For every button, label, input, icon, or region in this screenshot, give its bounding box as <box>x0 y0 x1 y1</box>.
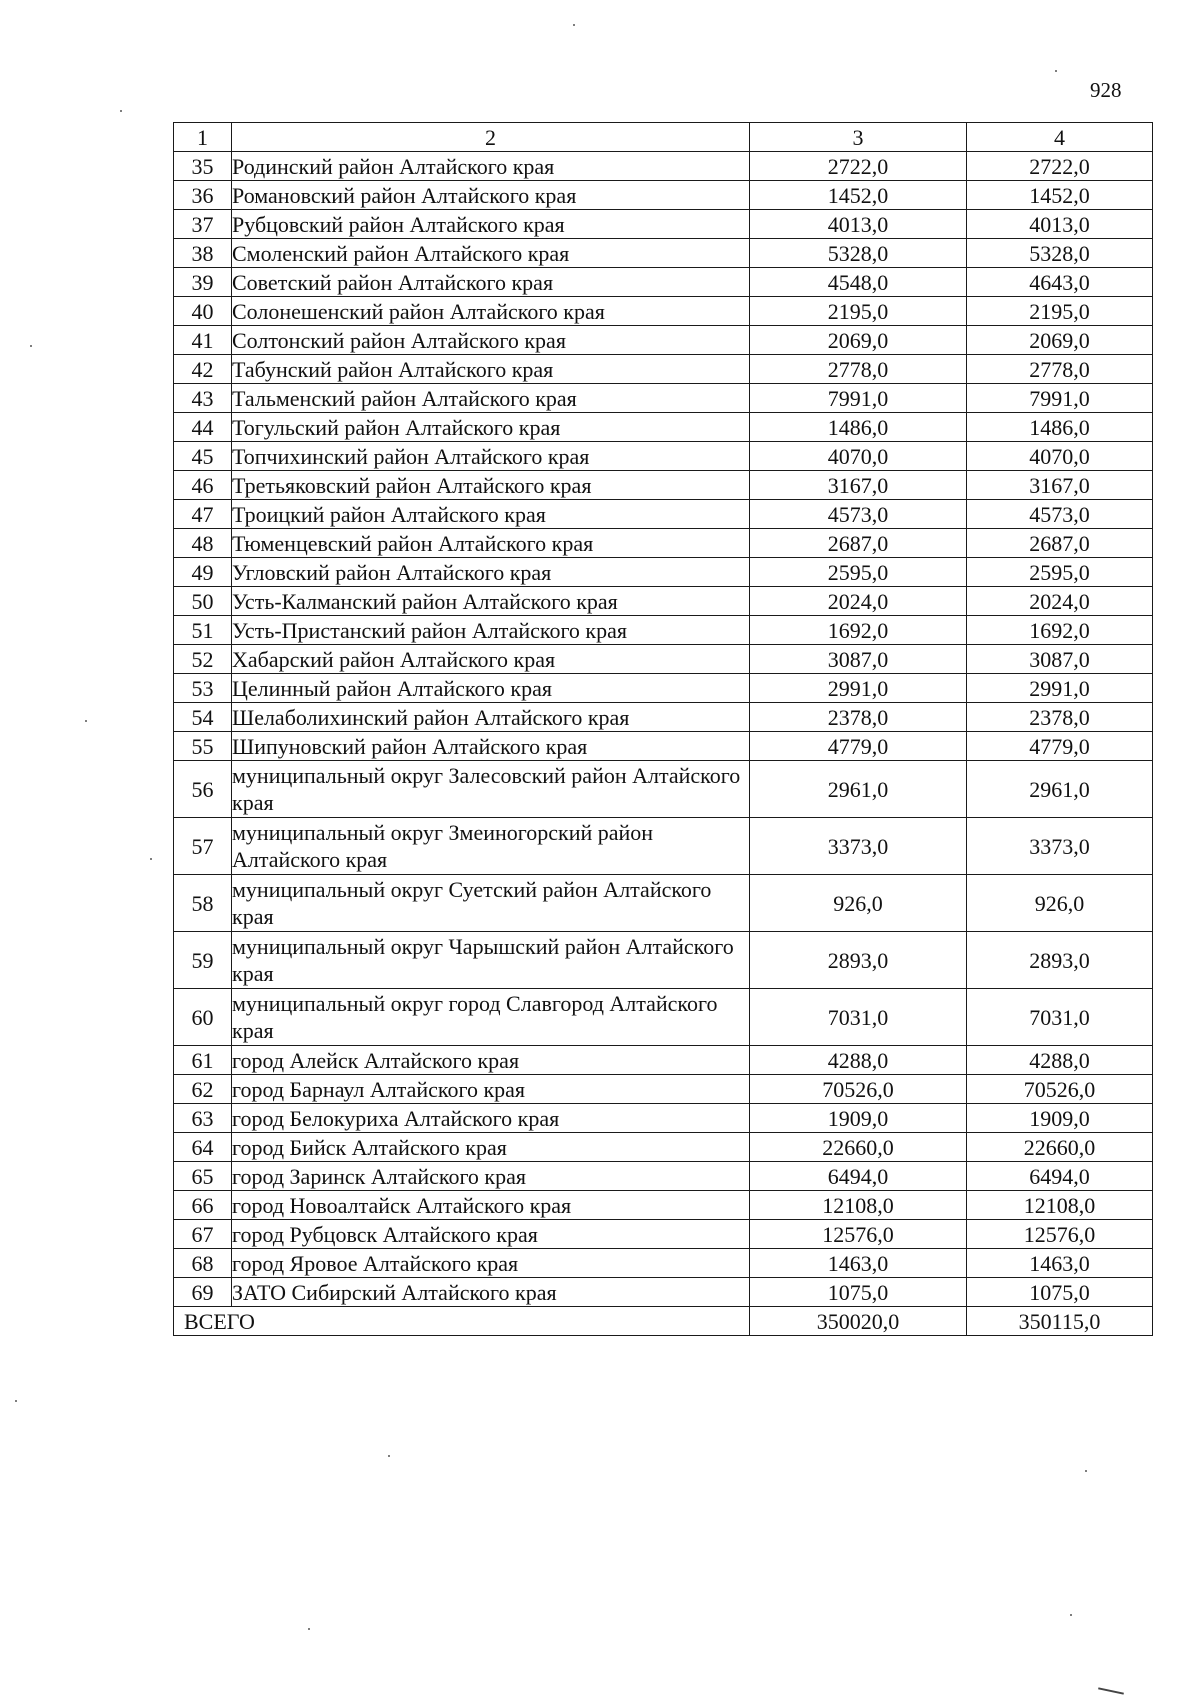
table-row <box>174 500 1153 529</box>
row-value-col4: 2893,0 <box>967 932 1153 989</box>
row-number: 46 <box>174 471 232 500</box>
row-name: Тальменский район Алтайского края <box>232 384 750 413</box>
row-value-col4: 3167,0 <box>967 471 1153 500</box>
row-value-col4: 1692,0 <box>967 616 1153 645</box>
table-row <box>174 1162 1153 1191</box>
row-value-col3: 4573,0 <box>750 500 967 529</box>
total-value-col4: 350115,0 <box>967 1307 1153 1336</box>
scan-speck <box>308 1628 310 1630</box>
row-number: 51 <box>174 616 232 645</box>
total-label: ВСЕГО <box>174 1307 750 1336</box>
row-name: муниципальный округ город Славгород Алтайского края <box>232 989 750 1046</box>
row-value-col4: 2378,0 <box>967 703 1153 732</box>
table-row <box>174 558 1153 587</box>
row-number: 35 <box>174 152 232 181</box>
row-value-col4: 3373,0 <box>967 818 1153 875</box>
row-value-col4: 22660,0 <box>967 1133 1153 1162</box>
row-value-col4: 6494,0 <box>967 1162 1153 1191</box>
table-row <box>174 1075 1153 1104</box>
row-name: город Алейск Алтайского края <box>232 1046 750 1075</box>
row-name: Усть-Пристанский район Алтайского края <box>232 616 750 645</box>
row-name: город Белокуриха Алтайского края <box>232 1104 750 1133</box>
row-number: 36 <box>174 181 232 210</box>
row-value-col3: 12576,0 <box>750 1220 967 1249</box>
table-row <box>174 297 1153 326</box>
table-row <box>174 471 1153 500</box>
row-value-col4: 4070,0 <box>967 442 1153 471</box>
row-value-col4: 70526,0 <box>967 1075 1153 1104</box>
row-value-col3: 1463,0 <box>750 1249 967 1278</box>
table-row <box>174 326 1153 355</box>
column-header-4: 4 <box>967 123 1153 152</box>
row-value-col4: 2991,0 <box>967 674 1153 703</box>
row-name: муниципальный округ Суетский район Алтайского края <box>232 875 750 932</box>
row-name: Хабарский район Алтайского края <box>232 645 750 674</box>
scan-speck <box>1055 70 1057 72</box>
row-value-col4: 1075,0 <box>967 1278 1153 1307</box>
scan-speck <box>85 720 87 722</box>
row-name: город Барнаул Алтайского края <box>232 1075 750 1104</box>
row-value-col3: 2961,0 <box>750 761 967 818</box>
row-value-col3: 2991,0 <box>750 674 967 703</box>
row-value-col4: 7031,0 <box>967 989 1153 1046</box>
row-value-col3: 7991,0 <box>750 384 967 413</box>
row-number: 69 <box>174 1278 232 1307</box>
row-name: город Бийск Алтайского края <box>232 1133 750 1162</box>
row-value-col3: 5328,0 <box>750 239 967 268</box>
table-row <box>174 413 1153 442</box>
table-row <box>174 529 1153 558</box>
row-value-col3: 3087,0 <box>750 645 967 674</box>
row-number: 62 <box>174 1075 232 1104</box>
row-number: 42 <box>174 355 232 384</box>
row-value-col4: 2595,0 <box>967 558 1153 587</box>
table-row <box>174 384 1153 413</box>
scan-speck <box>120 110 122 112</box>
row-value-col4: 4288,0 <box>967 1046 1153 1075</box>
table-row <box>174 616 1153 645</box>
row-value-col3: 4548,0 <box>750 268 967 297</box>
row-value-col4: 2024,0 <box>967 587 1153 616</box>
row-name: Рубцовский район Алтайского края <box>232 210 750 239</box>
row-name: Тюменцевский район Алтайского края <box>232 529 750 558</box>
row-number: 38 <box>174 239 232 268</box>
table-row <box>174 1249 1153 1278</box>
row-name: Третьяковский район Алтайского края <box>232 471 750 500</box>
row-number: 43 <box>174 384 232 413</box>
row-number: 49 <box>174 558 232 587</box>
row-number: 57 <box>174 818 232 875</box>
table-row <box>174 1104 1153 1133</box>
row-value-col4: 2687,0 <box>967 529 1153 558</box>
table-row <box>174 210 1153 239</box>
scan-mark <box>1098 1687 1124 1694</box>
row-value-col3: 7031,0 <box>750 989 967 1046</box>
row-value-col4: 1486,0 <box>967 413 1153 442</box>
row-number: 39 <box>174 268 232 297</box>
row-number: 56 <box>174 761 232 818</box>
row-name: Троицкий район Алтайского края <box>232 500 750 529</box>
scan-speck <box>1070 1614 1072 1616</box>
row-number: 41 <box>174 326 232 355</box>
table-row <box>174 1278 1153 1307</box>
row-value-col4: 1452,0 <box>967 181 1153 210</box>
row-name: муниципальный округ Чарышский район Алтайского края <box>232 932 750 989</box>
row-value-col3: 1692,0 <box>750 616 967 645</box>
row-value-col3: 926,0 <box>750 875 967 932</box>
table-row <box>174 1133 1153 1162</box>
row-value-col3: 2378,0 <box>750 703 967 732</box>
row-value-col3: 4779,0 <box>750 732 967 761</box>
row-value-col4: 926,0 <box>967 875 1153 932</box>
table-row <box>174 442 1153 471</box>
row-name: Солтонский район Алтайского края <box>232 326 750 355</box>
row-value-col3: 6494,0 <box>750 1162 967 1191</box>
row-value-col3: 1486,0 <box>750 413 967 442</box>
table-row <box>174 818 1153 875</box>
row-name: ЗАТО Сибирский Алтайского края <box>232 1278 750 1307</box>
total-value-col3: 350020,0 <box>750 1307 967 1336</box>
column-header-3: 3 <box>750 123 967 152</box>
table-row <box>174 1220 1153 1249</box>
row-value-col3: 2778,0 <box>750 355 967 384</box>
row-number: 50 <box>174 587 232 616</box>
row-value-col3: 70526,0 <box>750 1075 967 1104</box>
row-value-col3: 1075,0 <box>750 1278 967 1307</box>
row-number: 67 <box>174 1220 232 1249</box>
table-row <box>174 181 1153 210</box>
row-number: 66 <box>174 1191 232 1220</box>
row-value-col3: 2687,0 <box>750 529 967 558</box>
row-value-col3: 2893,0 <box>750 932 967 989</box>
row-name: город Рубцовск Алтайского края <box>232 1220 750 1249</box>
row-value-col4: 4779,0 <box>967 732 1153 761</box>
table-row <box>174 268 1153 297</box>
row-number: 65 <box>174 1162 232 1191</box>
table-body <box>174 123 1153 1336</box>
table-row <box>174 152 1153 181</box>
table-row <box>174 239 1153 268</box>
row-number: 40 <box>174 297 232 326</box>
row-value-col3: 3373,0 <box>750 818 967 875</box>
total-row <box>174 1307 1153 1336</box>
row-value-col3: 2195,0 <box>750 297 967 326</box>
row-value-col4: 2722,0 <box>967 152 1153 181</box>
table-row <box>174 1191 1153 1220</box>
row-value-col4: 5328,0 <box>967 239 1153 268</box>
row-value-col4: 2961,0 <box>967 761 1153 818</box>
scan-speck <box>1085 1470 1087 1472</box>
row-number: 63 <box>174 1104 232 1133</box>
row-number: 44 <box>174 413 232 442</box>
row-name: Угловский район Алтайского края <box>232 558 750 587</box>
row-value-col4: 4573,0 <box>967 500 1153 529</box>
table-row <box>174 703 1153 732</box>
row-value-col4: 12576,0 <box>967 1220 1153 1249</box>
row-value-col4: 1909,0 <box>967 1104 1153 1133</box>
column-header-1: 1 <box>174 123 232 152</box>
row-name: Шелаболихинский район Алтайского края <box>232 703 750 732</box>
row-name: город Новоалтайск Алтайского края <box>232 1191 750 1220</box>
scan-speck <box>150 858 152 860</box>
row-name: Усть-Калманский район Алтайского края <box>232 587 750 616</box>
row-number: 64 <box>174 1133 232 1162</box>
row-value-col4: 12108,0 <box>967 1191 1153 1220</box>
row-number: 61 <box>174 1046 232 1075</box>
row-number: 52 <box>174 645 232 674</box>
table-row <box>174 932 1153 989</box>
row-value-col3: 2069,0 <box>750 326 967 355</box>
row-value-col3: 4288,0 <box>750 1046 967 1075</box>
scan-speck <box>573 24 575 26</box>
table-row <box>174 645 1153 674</box>
row-number: 59 <box>174 932 232 989</box>
row-value-col3: 2595,0 <box>750 558 967 587</box>
row-number: 60 <box>174 989 232 1046</box>
row-name: Топчихинский район Алтайского края <box>232 442 750 471</box>
row-value-col3: 22660,0 <box>750 1133 967 1162</box>
row-number: 47 <box>174 500 232 529</box>
table-row <box>174 732 1153 761</box>
scan-speck <box>15 1400 17 1402</box>
row-number: 54 <box>174 703 232 732</box>
row-value-col4: 3087,0 <box>967 645 1153 674</box>
row-number: 68 <box>174 1249 232 1278</box>
row-name: Родинский район Алтайского края <box>232 152 750 181</box>
row-name: муниципальный округ Залесовский район Алтайского края <box>232 761 750 818</box>
row-value-col4: 4643,0 <box>967 268 1153 297</box>
row-number: 37 <box>174 210 232 239</box>
row-value-col4: 2195,0 <box>967 297 1153 326</box>
table-row <box>174 587 1153 616</box>
row-value-col3: 4070,0 <box>750 442 967 471</box>
row-name: Тогульский район Алтайского края <box>232 413 750 442</box>
row-value-col4: 4013,0 <box>967 210 1153 239</box>
row-value-col3: 4013,0 <box>750 210 967 239</box>
row-number: 48 <box>174 529 232 558</box>
row-name: Романовский район Алтайского края <box>232 181 750 210</box>
row-value-col3: 1452,0 <box>750 181 967 210</box>
row-value-col3: 3167,0 <box>750 471 967 500</box>
row-value-col3: 12108,0 <box>750 1191 967 1220</box>
table-row <box>174 875 1153 932</box>
row-value-col4: 2778,0 <box>967 355 1153 384</box>
table-row <box>174 674 1153 703</box>
row-name: Советский район Алтайского края <box>232 268 750 297</box>
row-value-col4: 2069,0 <box>967 326 1153 355</box>
scan-speck <box>388 1455 390 1457</box>
allocation-table <box>173 122 1153 1336</box>
row-value-col4: 1463,0 <box>967 1249 1153 1278</box>
table-row <box>174 761 1153 818</box>
row-name: Целинный район Алтайского края <box>232 674 750 703</box>
table-row <box>174 989 1153 1046</box>
row-number: 55 <box>174 732 232 761</box>
row-name: город Заринск Алтайского края <box>232 1162 750 1191</box>
row-number: 58 <box>174 875 232 932</box>
row-name: город Яровое Алтайского края <box>232 1249 750 1278</box>
table-row <box>174 355 1153 384</box>
row-value-col4: 7991,0 <box>967 384 1153 413</box>
row-number: 53 <box>174 674 232 703</box>
row-name: Табунский район Алтайского края <box>232 355 750 384</box>
page-number: 928 <box>1090 78 1122 102</box>
row-value-col3: 1909,0 <box>750 1104 967 1133</box>
column-header-2: 2 <box>232 123 750 152</box>
table-header-row <box>174 123 1153 152</box>
row-value-col3: 2722,0 <box>750 152 967 181</box>
table-row <box>174 1046 1153 1075</box>
scan-speck <box>30 345 32 347</box>
row-name: Шипуновский район Алтайского края <box>232 732 750 761</box>
row-number: 45 <box>174 442 232 471</box>
row-name: муниципальный округ Змеиногорский район Алтайского края <box>232 818 750 875</box>
row-name: Смоленский район Алтайского края <box>232 239 750 268</box>
row-value-col3: 2024,0 <box>750 587 967 616</box>
row-name: Солонешенский район Алтайского края <box>232 297 750 326</box>
